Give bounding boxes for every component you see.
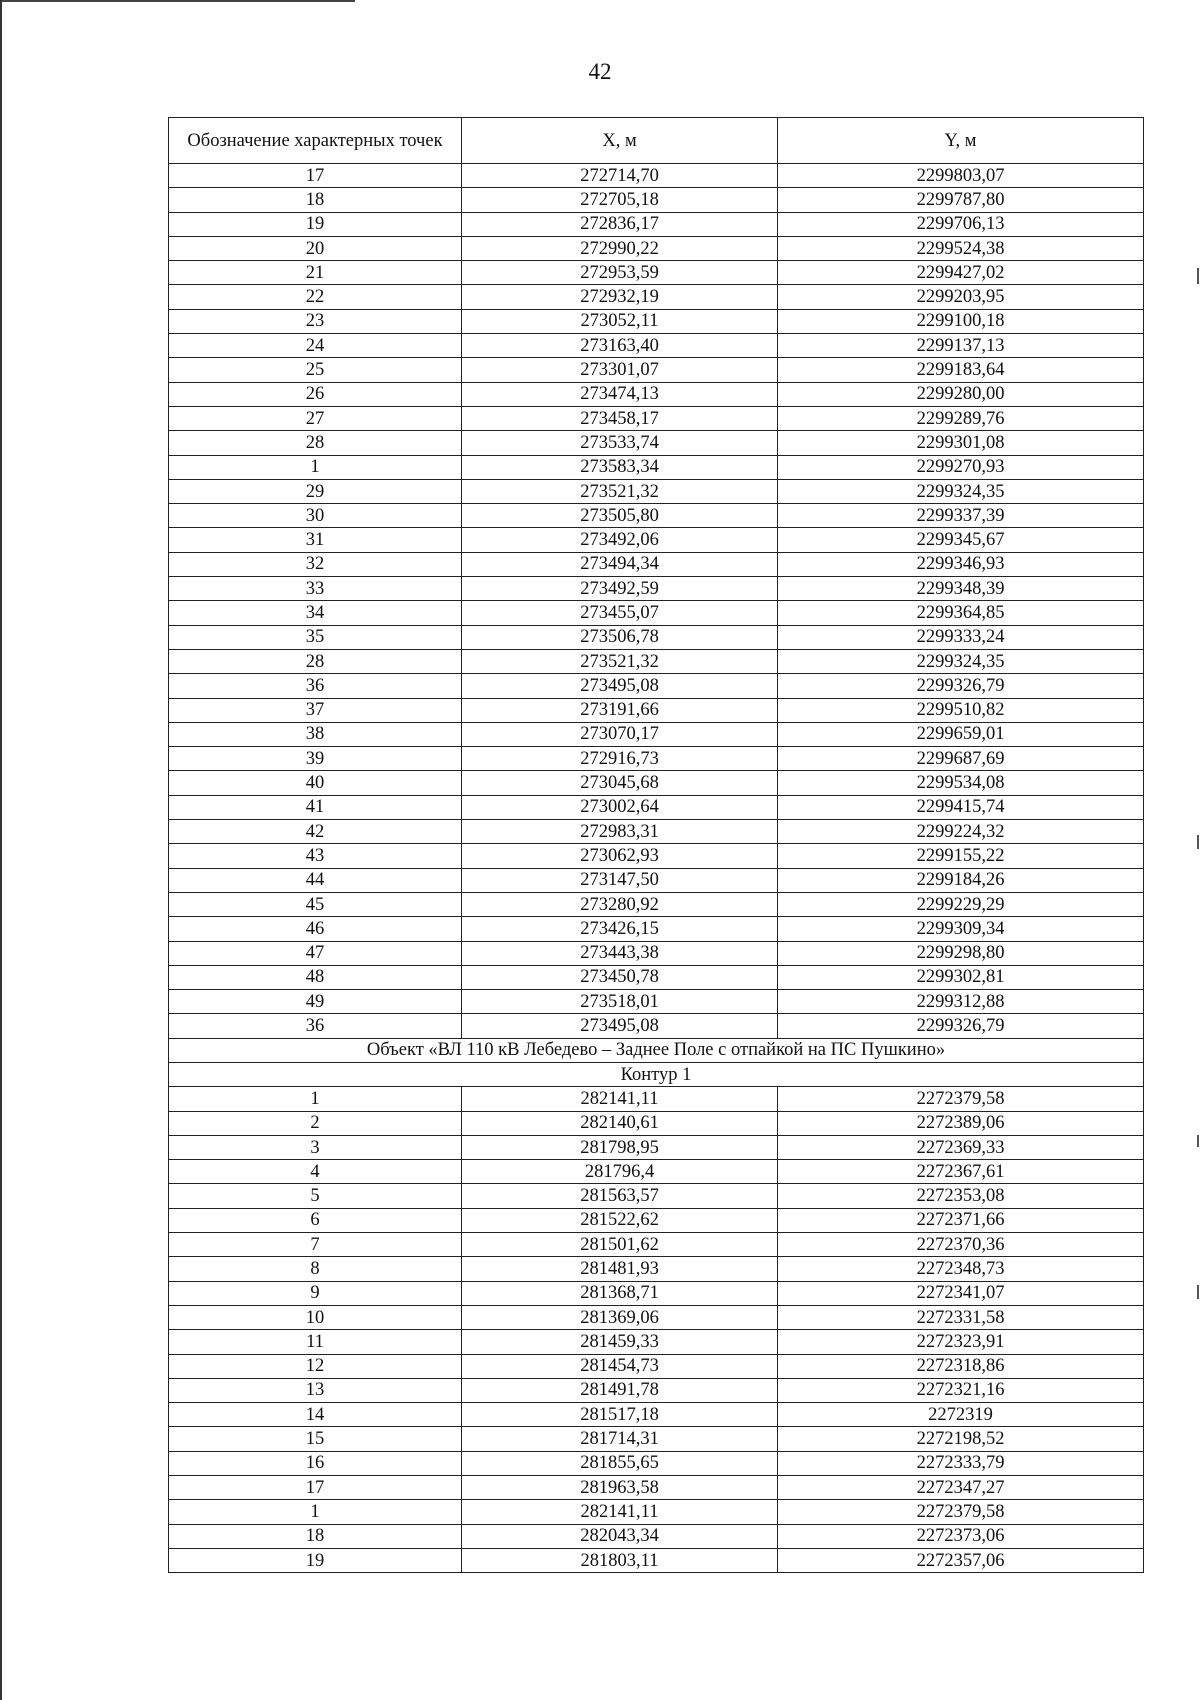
table-row bbox=[169, 965, 1144, 989]
y-cell: 2299326,79 bbox=[778, 1014, 1144, 1038]
x-cell: 273474,13 bbox=[462, 382, 778, 406]
y-cell: 2299415,74 bbox=[778, 795, 1144, 819]
x-cell: 273191,66 bbox=[462, 698, 778, 722]
table-row bbox=[169, 552, 1144, 576]
table-row bbox=[169, 892, 1144, 916]
table-row bbox=[169, 1330, 1144, 1354]
table-row bbox=[169, 164, 1144, 188]
table-row bbox=[169, 844, 1144, 868]
header-point-label: Обозначение характерных точек bbox=[169, 118, 462, 164]
point-cell: 15 bbox=[169, 1427, 462, 1451]
point-cell: 1 bbox=[169, 455, 462, 479]
table-row bbox=[169, 285, 1144, 309]
x-cell: 282043,34 bbox=[462, 1524, 778, 1548]
y-cell: 2299803,07 bbox=[778, 164, 1144, 188]
x-cell: 273455,07 bbox=[462, 601, 778, 625]
point-cell: 46 bbox=[169, 917, 462, 941]
table-row bbox=[169, 674, 1144, 698]
x-cell: 273506,78 bbox=[462, 625, 778, 649]
point-cell: 28 bbox=[169, 431, 462, 455]
x-cell: 281517,18 bbox=[462, 1403, 778, 1427]
scan-mark bbox=[1197, 1285, 1199, 1299]
y-cell: 2272319 bbox=[778, 1403, 1144, 1427]
table-row bbox=[169, 188, 1144, 212]
table-row bbox=[169, 990, 1144, 1014]
scan-edge-left bbox=[0, 0, 2, 1700]
point-cell: 6 bbox=[169, 1208, 462, 1232]
point-cell: 31 bbox=[169, 528, 462, 552]
point-cell: 29 bbox=[169, 479, 462, 503]
table-row bbox=[169, 1403, 1144, 1427]
y-cell: 2299184,26 bbox=[778, 868, 1144, 892]
x-cell: 282141,11 bbox=[462, 1087, 778, 1111]
point-cell: 41 bbox=[169, 795, 462, 819]
point-cell: 24 bbox=[169, 334, 462, 358]
y-cell: 2272353,08 bbox=[778, 1184, 1144, 1208]
table-row bbox=[169, 1354, 1144, 1378]
x-cell: 273002,64 bbox=[462, 795, 778, 819]
y-cell: 2299324,35 bbox=[778, 649, 1144, 673]
x-cell: 273492,06 bbox=[462, 528, 778, 552]
x-cell: 281481,93 bbox=[462, 1257, 778, 1281]
table-row bbox=[169, 649, 1144, 673]
scan-mark bbox=[1197, 835, 1199, 849]
y-cell: 2272323,91 bbox=[778, 1330, 1144, 1354]
coordinates-table bbox=[168, 117, 1144, 1573]
x-cell: 273163,40 bbox=[462, 334, 778, 358]
x-cell: 281796,4 bbox=[462, 1160, 778, 1184]
point-cell: 47 bbox=[169, 941, 462, 965]
x-cell: 272983,31 bbox=[462, 820, 778, 844]
table-row bbox=[169, 358, 1144, 382]
object-title-row bbox=[169, 1038, 1144, 1062]
x-cell: 273495,08 bbox=[462, 1014, 778, 1038]
table-row bbox=[169, 479, 1144, 503]
y-cell: 2299346,93 bbox=[778, 552, 1144, 576]
table-row bbox=[169, 820, 1144, 844]
point-cell: 5 bbox=[169, 1184, 462, 1208]
point-cell: 7 bbox=[169, 1233, 462, 1257]
table-row bbox=[169, 528, 1144, 552]
table-row bbox=[169, 941, 1144, 965]
table-row bbox=[169, 1451, 1144, 1475]
table-row bbox=[169, 601, 1144, 625]
y-cell: 2272379,58 bbox=[778, 1500, 1144, 1524]
point-cell: 45 bbox=[169, 892, 462, 916]
table-row bbox=[169, 236, 1144, 260]
x-cell: 273494,34 bbox=[462, 552, 778, 576]
x-cell: 282140,61 bbox=[462, 1111, 778, 1135]
table-row bbox=[169, 722, 1144, 746]
point-cell: 22 bbox=[169, 285, 462, 309]
point-cell: 1 bbox=[169, 1500, 462, 1524]
point-cell: 10 bbox=[169, 1305, 462, 1329]
point-cell: 38 bbox=[169, 722, 462, 746]
table-row bbox=[169, 431, 1144, 455]
y-cell: 2272357,06 bbox=[778, 1548, 1144, 1572]
point-cell: 42 bbox=[169, 820, 462, 844]
x-cell: 273301,07 bbox=[462, 358, 778, 382]
x-cell: 281369,06 bbox=[462, 1305, 778, 1329]
table-row bbox=[169, 1014, 1144, 1038]
table-row bbox=[169, 1476, 1144, 1500]
point-cell: 27 bbox=[169, 406, 462, 430]
y-cell: 2299687,69 bbox=[778, 747, 1144, 771]
point-cell: 30 bbox=[169, 504, 462, 528]
y-cell: 2299364,85 bbox=[778, 601, 1144, 625]
point-cell: 23 bbox=[169, 309, 462, 333]
contour-title: Контур 1 bbox=[169, 1062, 1144, 1086]
point-cell: 16 bbox=[169, 1451, 462, 1475]
point-cell: 3 bbox=[169, 1135, 462, 1159]
y-cell: 2299203,95 bbox=[778, 285, 1144, 309]
table-row bbox=[169, 1111, 1144, 1135]
table-row bbox=[169, 382, 1144, 406]
point-cell: 20 bbox=[169, 236, 462, 260]
x-cell: 281522,62 bbox=[462, 1208, 778, 1232]
y-cell: 2299659,01 bbox=[778, 722, 1144, 746]
page-number: 42 bbox=[588, 59, 612, 84]
table-row bbox=[169, 1427, 1144, 1451]
point-cell: 17 bbox=[169, 1476, 462, 1500]
point-cell: 2 bbox=[169, 1111, 462, 1135]
y-cell: 2272370,36 bbox=[778, 1233, 1144, 1257]
y-cell: 2299337,39 bbox=[778, 504, 1144, 528]
x-cell: 273443,38 bbox=[462, 941, 778, 965]
table-row bbox=[169, 698, 1144, 722]
table-row bbox=[169, 795, 1144, 819]
x-cell: 281855,65 bbox=[462, 1451, 778, 1475]
y-cell: 2272373,06 bbox=[778, 1524, 1144, 1548]
y-cell: 2299524,38 bbox=[778, 236, 1144, 260]
table-row bbox=[169, 212, 1144, 236]
table-row bbox=[169, 771, 1144, 795]
point-cell: 8 bbox=[169, 1257, 462, 1281]
y-cell: 2272321,16 bbox=[778, 1378, 1144, 1402]
x-cell: 272990,22 bbox=[462, 236, 778, 260]
point-cell: 40 bbox=[169, 771, 462, 795]
table-row bbox=[169, 455, 1144, 479]
object-title: Объект «ВЛ 110 кВ Лебедево – Заднее Поле с отпайкой на ПС Пушкино» bbox=[169, 1038, 1144, 1062]
point-cell: 18 bbox=[169, 188, 462, 212]
point-cell: 19 bbox=[169, 212, 462, 236]
point-cell: 34 bbox=[169, 601, 462, 625]
point-cell: 13 bbox=[169, 1378, 462, 1402]
point-cell: 17 bbox=[169, 164, 462, 188]
y-cell: 2299224,32 bbox=[778, 820, 1144, 844]
x-cell: 273583,34 bbox=[462, 455, 778, 479]
x-cell: 273426,15 bbox=[462, 917, 778, 941]
point-cell: 35 bbox=[169, 625, 462, 649]
y-cell: 2272389,06 bbox=[778, 1111, 1144, 1135]
y-cell: 2272371,66 bbox=[778, 1208, 1144, 1232]
table-row bbox=[169, 1135, 1144, 1159]
y-cell: 2272333,79 bbox=[778, 1451, 1144, 1475]
y-cell: 2299280,00 bbox=[778, 382, 1144, 406]
y-cell: 2272318,86 bbox=[778, 1354, 1144, 1378]
x-cell: 272932,19 bbox=[462, 285, 778, 309]
table-row bbox=[169, 334, 1144, 358]
table-row bbox=[169, 1208, 1144, 1232]
point-cell: 44 bbox=[169, 868, 462, 892]
y-cell: 2299302,81 bbox=[778, 965, 1144, 989]
table-row bbox=[169, 406, 1144, 430]
y-cell: 2299298,80 bbox=[778, 941, 1144, 965]
table-row bbox=[169, 1281, 1144, 1305]
x-cell: 273521,32 bbox=[462, 649, 778, 673]
point-cell: 26 bbox=[169, 382, 462, 406]
y-cell: 2299183,64 bbox=[778, 358, 1144, 382]
x-cell: 281501,62 bbox=[462, 1233, 778, 1257]
table-row bbox=[169, 1305, 1144, 1329]
table-row bbox=[169, 309, 1144, 333]
x-cell: 273280,92 bbox=[462, 892, 778, 916]
y-cell: 2299345,67 bbox=[778, 528, 1144, 552]
y-cell: 2299706,13 bbox=[778, 212, 1144, 236]
point-cell: 43 bbox=[169, 844, 462, 868]
x-cell: 273521,32 bbox=[462, 479, 778, 503]
contour-title-row bbox=[169, 1062, 1144, 1086]
y-cell: 2299787,80 bbox=[778, 188, 1144, 212]
x-cell: 281454,73 bbox=[462, 1354, 778, 1378]
y-cell: 2272369,33 bbox=[778, 1135, 1144, 1159]
y-cell: 2299270,93 bbox=[778, 455, 1144, 479]
table-row bbox=[169, 625, 1144, 649]
x-cell: 273458,17 bbox=[462, 406, 778, 430]
scan-mark bbox=[1197, 1135, 1199, 1147]
x-cell: 281459,33 bbox=[462, 1330, 778, 1354]
point-cell: 48 bbox=[169, 965, 462, 989]
table-row bbox=[169, 1257, 1144, 1281]
x-cell: 273052,11 bbox=[462, 309, 778, 333]
y-cell: 2299348,39 bbox=[778, 577, 1144, 601]
table-row bbox=[169, 1184, 1144, 1208]
point-cell: 11 bbox=[169, 1330, 462, 1354]
y-cell: 2299333,24 bbox=[778, 625, 1144, 649]
table-row bbox=[169, 577, 1144, 601]
x-cell: 281803,11 bbox=[462, 1548, 778, 1572]
y-cell: 2299312,88 bbox=[778, 990, 1144, 1014]
x-cell: 281491,78 bbox=[462, 1378, 778, 1402]
table-row bbox=[169, 261, 1144, 285]
x-cell: 273062,93 bbox=[462, 844, 778, 868]
x-cell: 272705,18 bbox=[462, 188, 778, 212]
y-cell: 2272198,52 bbox=[778, 1427, 1144, 1451]
x-cell: 273518,01 bbox=[462, 990, 778, 1014]
x-cell: 281563,57 bbox=[462, 1184, 778, 1208]
point-cell: 32 bbox=[169, 552, 462, 576]
table-row bbox=[169, 1160, 1144, 1184]
table-header-row bbox=[169, 118, 1144, 164]
x-cell: 281368,71 bbox=[462, 1281, 778, 1305]
table-row bbox=[169, 1378, 1144, 1402]
y-cell: 2299155,22 bbox=[778, 844, 1144, 868]
point-cell: 18 bbox=[169, 1524, 462, 1548]
table-row bbox=[169, 1087, 1144, 1111]
x-cell: 282141,11 bbox=[462, 1500, 778, 1524]
x-cell: 272714,70 bbox=[462, 164, 778, 188]
y-cell: 2299229,29 bbox=[778, 892, 1144, 916]
y-cell: 2272347,27 bbox=[778, 1476, 1144, 1500]
y-cell: 2272379,58 bbox=[778, 1087, 1144, 1111]
x-cell: 281798,95 bbox=[462, 1135, 778, 1159]
y-cell: 2272348,73 bbox=[778, 1257, 1144, 1281]
scan-mark bbox=[1197, 268, 1199, 284]
table-row bbox=[169, 504, 1144, 528]
point-cell: 4 bbox=[169, 1160, 462, 1184]
y-cell: 2299137,13 bbox=[778, 334, 1144, 358]
x-cell: 273450,78 bbox=[462, 965, 778, 989]
table-row bbox=[169, 1500, 1144, 1524]
y-cell: 2299427,02 bbox=[778, 261, 1144, 285]
table-row bbox=[169, 1233, 1144, 1257]
x-cell: 273505,80 bbox=[462, 504, 778, 528]
y-cell: 2299510,82 bbox=[778, 698, 1144, 722]
point-cell: 21 bbox=[169, 261, 462, 285]
point-cell: 1 bbox=[169, 1087, 462, 1111]
table-row bbox=[169, 868, 1144, 892]
y-cell: 2299289,76 bbox=[778, 406, 1144, 430]
table-body bbox=[169, 164, 1144, 1573]
point-cell: 37 bbox=[169, 698, 462, 722]
x-cell: 281714,31 bbox=[462, 1427, 778, 1451]
x-cell: 273147,50 bbox=[462, 868, 778, 892]
y-cell: 2299534,08 bbox=[778, 771, 1144, 795]
point-cell: 39 bbox=[169, 747, 462, 771]
point-cell: 14 bbox=[169, 1403, 462, 1427]
x-cell: 272953,59 bbox=[462, 261, 778, 285]
point-cell: 36 bbox=[169, 674, 462, 698]
y-cell: 2272341,07 bbox=[778, 1281, 1144, 1305]
x-cell: 272836,17 bbox=[462, 212, 778, 236]
y-cell: 2299326,79 bbox=[778, 674, 1144, 698]
point-cell: 19 bbox=[169, 1548, 462, 1572]
table-row bbox=[169, 917, 1144, 941]
y-cell: 2272367,61 bbox=[778, 1160, 1144, 1184]
header-y: Y, м bbox=[778, 118, 1144, 164]
x-cell: 273070,17 bbox=[462, 722, 778, 746]
point-cell: 25 bbox=[169, 358, 462, 382]
x-cell: 281963,58 bbox=[462, 1476, 778, 1500]
point-cell: 12 bbox=[169, 1354, 462, 1378]
y-cell: 2299324,35 bbox=[778, 479, 1144, 503]
x-cell: 273045,68 bbox=[462, 771, 778, 795]
table-row bbox=[169, 1524, 1144, 1548]
y-cell: 2299301,08 bbox=[778, 431, 1144, 455]
x-cell: 272916,73 bbox=[462, 747, 778, 771]
table-row bbox=[169, 1548, 1144, 1572]
table-row bbox=[169, 747, 1144, 771]
point-cell: 9 bbox=[169, 1281, 462, 1305]
header-x: X, м bbox=[462, 118, 778, 164]
x-cell: 273533,74 bbox=[462, 431, 778, 455]
y-cell: 2272331,58 bbox=[778, 1305, 1144, 1329]
x-cell: 273492,59 bbox=[462, 577, 778, 601]
y-cell: 2299309,34 bbox=[778, 917, 1144, 941]
scan-edge-top bbox=[0, 0, 355, 2]
point-cell: 49 bbox=[169, 990, 462, 1014]
point-cell: 36 bbox=[169, 1014, 462, 1038]
point-cell: 28 bbox=[169, 649, 462, 673]
x-cell: 273495,08 bbox=[462, 674, 778, 698]
y-cell: 2299100,18 bbox=[778, 309, 1144, 333]
point-cell: 33 bbox=[169, 577, 462, 601]
